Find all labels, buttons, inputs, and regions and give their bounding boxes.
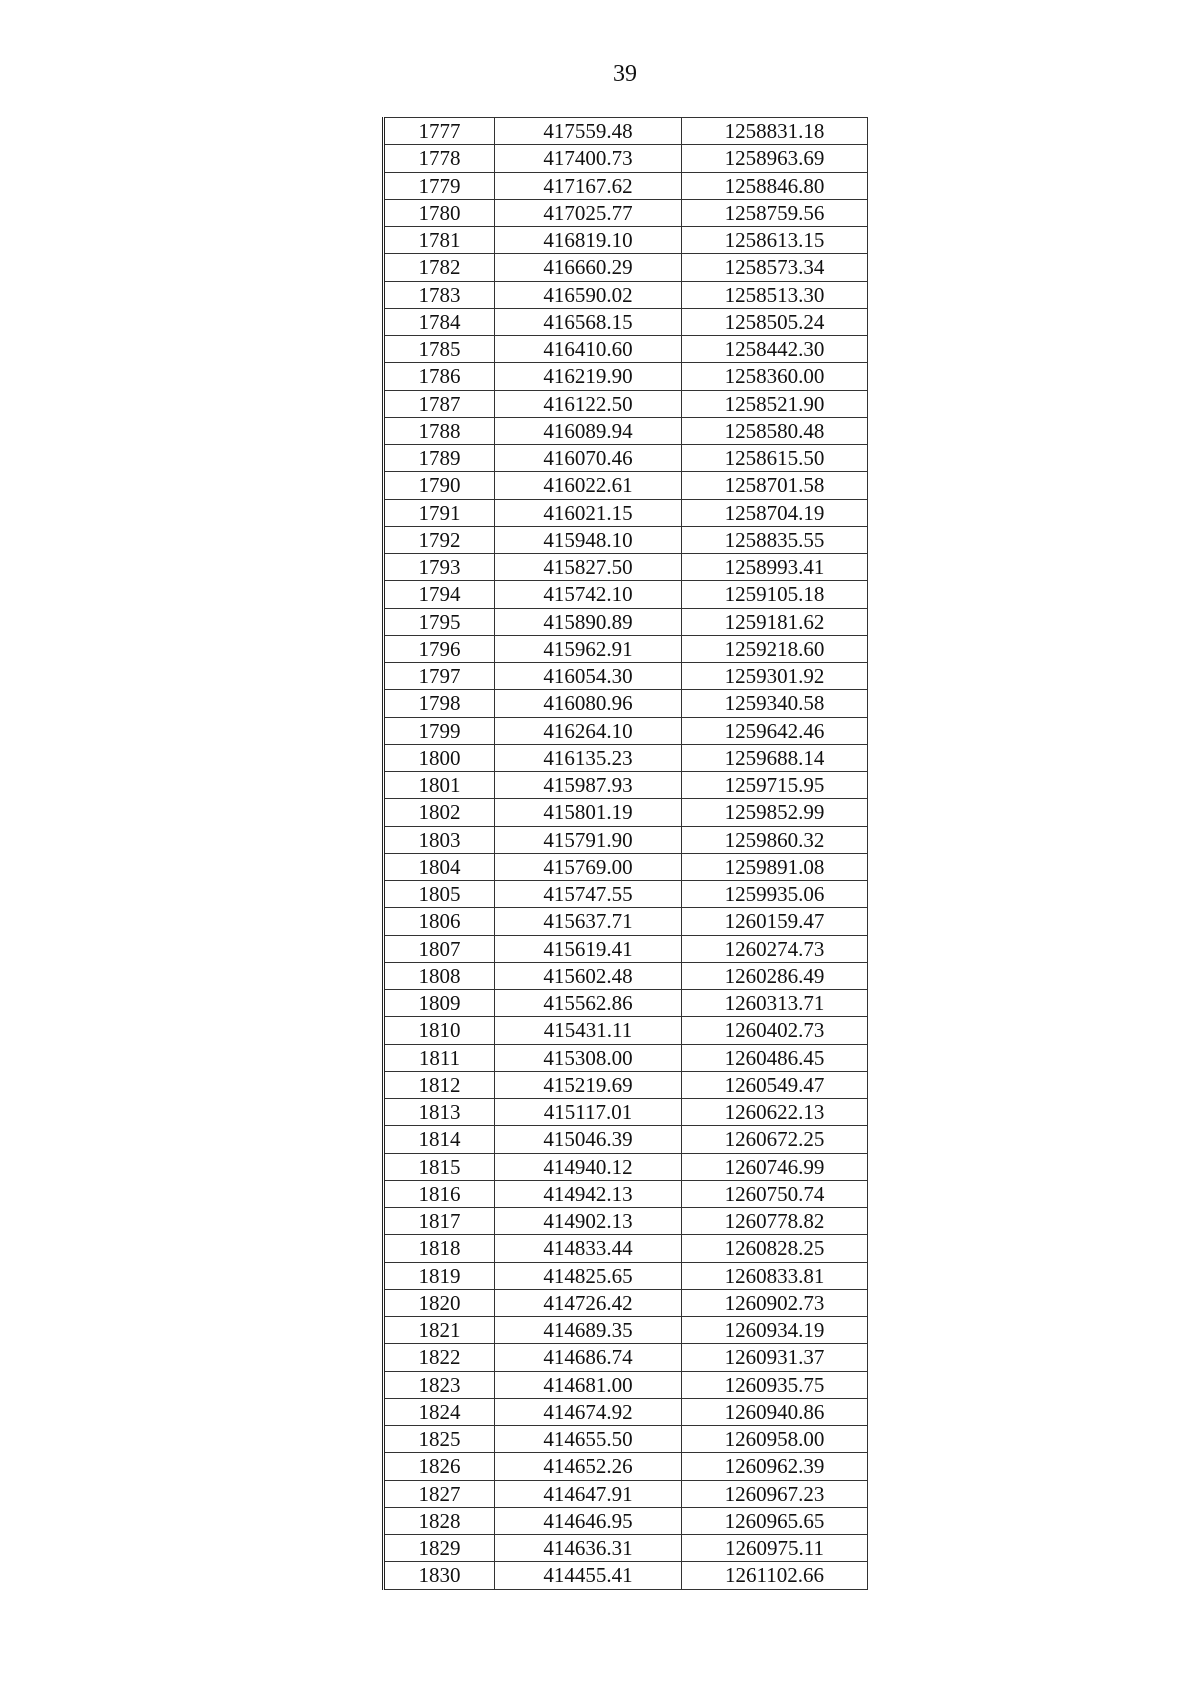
table-row (384, 1235, 868, 1262)
point-number-cell: 1807 (384, 935, 495, 962)
x-coordinate-cell: 417167.62 (495, 172, 682, 199)
x-coordinate-cell: 415117.01 (495, 1099, 682, 1126)
table-row (384, 1044, 868, 1071)
y-coordinate-cell: 1260486.45 (682, 1044, 868, 1071)
point-number-cell: 1824 (384, 1398, 495, 1425)
x-coordinate-cell: 417400.73 (495, 145, 682, 172)
x-coordinate-cell: 415742.10 (495, 581, 682, 608)
y-coordinate-cell: 1259688.14 (682, 744, 868, 771)
y-coordinate-cell: 1258613.15 (682, 227, 868, 254)
x-coordinate-cell: 414636.31 (495, 1535, 682, 1562)
x-coordinate-cell: 416568.15 (495, 308, 682, 335)
point-number-cell: 1797 (384, 663, 495, 690)
y-coordinate-cell: 1258580.48 (682, 417, 868, 444)
table-row (384, 1453, 868, 1480)
point-number-cell: 1796 (384, 635, 495, 662)
x-coordinate-cell: 415827.50 (495, 554, 682, 581)
point-number-cell: 1802 (384, 799, 495, 826)
table-row (384, 281, 868, 308)
table-row (384, 254, 868, 281)
point-number-cell: 1826 (384, 1453, 495, 1480)
table-row (384, 1562, 868, 1589)
point-number-cell: 1830 (384, 1562, 495, 1589)
x-coordinate-cell: 415219.69 (495, 1071, 682, 1098)
table-row (384, 581, 868, 608)
coordinates-table-body (384, 118, 868, 1590)
coordinates-table (382, 117, 868, 1590)
x-coordinate-cell: 414902.13 (495, 1208, 682, 1235)
point-number-cell: 1786 (384, 363, 495, 390)
x-coordinate-cell: 415987.93 (495, 772, 682, 799)
point-number-cell: 1815 (384, 1153, 495, 1180)
table-row (384, 1507, 868, 1534)
table-row (384, 1262, 868, 1289)
x-coordinate-cell: 415962.91 (495, 635, 682, 662)
y-coordinate-cell: 1260902.73 (682, 1289, 868, 1316)
point-number-cell: 1823 (384, 1371, 495, 1398)
y-coordinate-cell: 1260402.73 (682, 1017, 868, 1044)
y-coordinate-cell: 1259715.95 (682, 772, 868, 799)
y-coordinate-cell: 1258704.19 (682, 499, 868, 526)
y-coordinate-cell: 1258846.80 (682, 172, 868, 199)
y-coordinate-cell: 1260958.00 (682, 1426, 868, 1453)
y-coordinate-cell: 1259935.06 (682, 881, 868, 908)
point-number-cell: 1801 (384, 772, 495, 799)
point-number-cell: 1787 (384, 390, 495, 417)
table-row (384, 417, 868, 444)
y-coordinate-cell: 1259105.18 (682, 581, 868, 608)
x-coordinate-cell: 414833.44 (495, 1235, 682, 1262)
y-coordinate-cell: 1259852.99 (682, 799, 868, 826)
point-number-cell: 1792 (384, 526, 495, 553)
table-row (384, 172, 868, 199)
table-row (384, 118, 868, 145)
x-coordinate-cell: 414686.74 (495, 1344, 682, 1371)
table-row (384, 935, 868, 962)
x-coordinate-cell: 416022.61 (495, 472, 682, 499)
point-number-cell: 1778 (384, 145, 495, 172)
table-row (384, 690, 868, 717)
page-number: 39 (613, 61, 637, 87)
point-number-cell: 1800 (384, 744, 495, 771)
point-number-cell: 1793 (384, 554, 495, 581)
point-number-cell: 1779 (384, 172, 495, 199)
point-number-cell: 1777 (384, 118, 495, 145)
point-number-cell: 1814 (384, 1126, 495, 1153)
point-number-cell: 1819 (384, 1262, 495, 1289)
point-number-cell: 1808 (384, 962, 495, 989)
x-coordinate-cell: 416660.29 (495, 254, 682, 281)
table-row (384, 1099, 868, 1126)
table-row (384, 445, 868, 472)
table-row (384, 608, 868, 635)
point-number-cell: 1813 (384, 1099, 495, 1126)
x-coordinate-cell: 416264.10 (495, 717, 682, 744)
y-coordinate-cell: 1260778.82 (682, 1208, 868, 1235)
x-coordinate-cell: 414647.91 (495, 1480, 682, 1507)
x-coordinate-cell: 417559.48 (495, 118, 682, 145)
point-number-cell: 1829 (384, 1535, 495, 1562)
x-coordinate-cell: 416135.23 (495, 744, 682, 771)
point-number-cell: 1788 (384, 417, 495, 444)
y-coordinate-cell: 1259891.08 (682, 853, 868, 880)
table-row (384, 908, 868, 935)
x-coordinate-cell: 415769.00 (495, 853, 682, 880)
table-row (384, 145, 868, 172)
table-row (384, 1344, 868, 1371)
x-coordinate-cell: 415602.48 (495, 962, 682, 989)
point-number-cell: 1799 (384, 717, 495, 744)
point-number-cell: 1806 (384, 908, 495, 935)
y-coordinate-cell: 1259218.60 (682, 635, 868, 662)
table-row (384, 1480, 868, 1507)
x-coordinate-cell: 416070.46 (495, 445, 682, 472)
x-coordinate-cell: 414942.13 (495, 1180, 682, 1207)
y-coordinate-cell: 1259642.46 (682, 717, 868, 744)
x-coordinate-cell: 414681.00 (495, 1371, 682, 1398)
table-row (384, 1208, 868, 1235)
point-number-cell: 1820 (384, 1289, 495, 1316)
table-row (384, 881, 868, 908)
y-coordinate-cell: 1258835.55 (682, 526, 868, 553)
table-row (384, 772, 868, 799)
x-coordinate-cell: 416080.96 (495, 690, 682, 717)
x-coordinate-cell: 415747.55 (495, 881, 682, 908)
x-coordinate-cell: 415431.11 (495, 1017, 682, 1044)
point-number-cell: 1816 (384, 1180, 495, 1207)
table-row (384, 1126, 868, 1153)
point-number-cell: 1795 (384, 608, 495, 635)
y-coordinate-cell: 1258963.69 (682, 145, 868, 172)
table-row (384, 962, 868, 989)
point-number-cell: 1784 (384, 308, 495, 335)
table-row (384, 199, 868, 226)
table-row (384, 1180, 868, 1207)
y-coordinate-cell: 1260274.73 (682, 935, 868, 962)
y-coordinate-cell: 1258360.00 (682, 363, 868, 390)
y-coordinate-cell: 1259181.62 (682, 608, 868, 635)
table-row (384, 853, 868, 880)
y-coordinate-cell: 1260313.71 (682, 990, 868, 1017)
table-row (384, 363, 868, 390)
x-coordinate-cell: 416089.94 (495, 417, 682, 444)
table-row (384, 1289, 868, 1316)
x-coordinate-cell: 414825.65 (495, 1262, 682, 1289)
y-coordinate-cell: 1258993.41 (682, 554, 868, 581)
y-coordinate-cell: 1260965.65 (682, 1507, 868, 1534)
table-row (384, 799, 868, 826)
table-row (384, 227, 868, 254)
table-row (384, 336, 868, 363)
y-coordinate-cell: 1260159.47 (682, 908, 868, 935)
table-row (384, 990, 868, 1017)
point-number-cell: 1780 (384, 199, 495, 226)
table-row (384, 390, 868, 417)
y-coordinate-cell: 1259301.92 (682, 663, 868, 690)
point-number-cell: 1827 (384, 1480, 495, 1507)
table-row (384, 1153, 868, 1180)
point-number-cell: 1798 (384, 690, 495, 717)
y-coordinate-cell: 1260750.74 (682, 1180, 868, 1207)
y-coordinate-cell: 1260935.75 (682, 1371, 868, 1398)
point-number-cell: 1805 (384, 881, 495, 908)
point-number-cell: 1783 (384, 281, 495, 308)
x-coordinate-cell: 415308.00 (495, 1044, 682, 1071)
table-row (384, 1071, 868, 1098)
point-number-cell: 1790 (384, 472, 495, 499)
y-coordinate-cell: 1259340.58 (682, 690, 868, 717)
point-number-cell: 1817 (384, 1208, 495, 1235)
table-row (384, 1535, 868, 1562)
point-number-cell: 1794 (384, 581, 495, 608)
x-coordinate-cell: 414726.42 (495, 1289, 682, 1316)
point-number-cell: 1825 (384, 1426, 495, 1453)
point-number-cell: 1785 (384, 336, 495, 363)
point-number-cell: 1822 (384, 1344, 495, 1371)
table-row (384, 635, 868, 662)
point-number-cell: 1781 (384, 227, 495, 254)
y-coordinate-cell: 1258505.24 (682, 308, 868, 335)
y-coordinate-cell: 1258701.58 (682, 472, 868, 499)
y-coordinate-cell: 1260672.25 (682, 1126, 868, 1153)
table-row (384, 554, 868, 581)
x-coordinate-cell: 415046.39 (495, 1126, 682, 1153)
y-coordinate-cell: 1260967.23 (682, 1480, 868, 1507)
y-coordinate-cell: 1260746.99 (682, 1153, 868, 1180)
y-coordinate-cell: 1259860.32 (682, 826, 868, 853)
table-row (384, 1426, 868, 1453)
y-coordinate-cell: 1260962.39 (682, 1453, 868, 1480)
x-coordinate-cell: 416054.30 (495, 663, 682, 690)
x-coordinate-cell: 414455.41 (495, 1562, 682, 1589)
table-row (384, 472, 868, 499)
y-coordinate-cell: 1260828.25 (682, 1235, 868, 1262)
table-row (384, 308, 868, 335)
point-number-cell: 1818 (384, 1235, 495, 1262)
y-coordinate-cell: 1258573.34 (682, 254, 868, 281)
y-coordinate-cell: 1260833.81 (682, 1262, 868, 1289)
y-coordinate-cell: 1260975.11 (682, 1535, 868, 1562)
point-number-cell: 1791 (384, 499, 495, 526)
y-coordinate-cell: 1261102.66 (682, 1562, 868, 1589)
point-number-cell: 1812 (384, 1071, 495, 1098)
x-coordinate-cell: 415948.10 (495, 526, 682, 553)
x-coordinate-cell: 414646.95 (495, 1507, 682, 1534)
x-coordinate-cell: 415791.90 (495, 826, 682, 853)
y-coordinate-cell: 1258759.56 (682, 199, 868, 226)
point-number-cell: 1803 (384, 826, 495, 853)
table-row (384, 663, 868, 690)
y-coordinate-cell: 1260934.19 (682, 1317, 868, 1344)
y-coordinate-cell: 1258513.30 (682, 281, 868, 308)
table-row (384, 1317, 868, 1344)
x-coordinate-cell: 417025.77 (495, 199, 682, 226)
x-coordinate-cell: 414655.50 (495, 1426, 682, 1453)
y-coordinate-cell: 1260286.49 (682, 962, 868, 989)
x-coordinate-cell: 416590.02 (495, 281, 682, 308)
y-coordinate-cell: 1258831.18 (682, 118, 868, 145)
x-coordinate-cell: 414689.35 (495, 1317, 682, 1344)
x-coordinate-cell: 414674.92 (495, 1398, 682, 1425)
coordinates-table-container (382, 117, 866, 1590)
point-number-cell: 1821 (384, 1317, 495, 1344)
x-coordinate-cell: 416410.60 (495, 336, 682, 363)
point-number-cell: 1804 (384, 853, 495, 880)
x-coordinate-cell: 415801.19 (495, 799, 682, 826)
table-row (384, 717, 868, 744)
x-coordinate-cell: 416219.90 (495, 363, 682, 390)
table-row (384, 526, 868, 553)
point-number-cell: 1810 (384, 1017, 495, 1044)
y-coordinate-cell: 1260940.86 (682, 1398, 868, 1425)
point-number-cell: 1828 (384, 1507, 495, 1534)
x-coordinate-cell: 415562.86 (495, 990, 682, 1017)
y-coordinate-cell: 1260549.47 (682, 1071, 868, 1098)
y-coordinate-cell: 1260622.13 (682, 1099, 868, 1126)
y-coordinate-cell: 1258442.30 (682, 336, 868, 363)
table-row (384, 1398, 868, 1425)
x-coordinate-cell: 416819.10 (495, 227, 682, 254)
table-row (384, 499, 868, 526)
x-coordinate-cell: 416122.50 (495, 390, 682, 417)
x-coordinate-cell: 414940.12 (495, 1153, 682, 1180)
point-number-cell: 1809 (384, 990, 495, 1017)
y-coordinate-cell: 1258521.90 (682, 390, 868, 417)
point-number-cell: 1789 (384, 445, 495, 472)
y-coordinate-cell: 1258615.50 (682, 445, 868, 472)
x-coordinate-cell: 414652.26 (495, 1453, 682, 1480)
table-row (384, 826, 868, 853)
x-coordinate-cell: 416021.15 (495, 499, 682, 526)
table-row (384, 1371, 868, 1398)
y-coordinate-cell: 1260931.37 (682, 1344, 868, 1371)
table-row (384, 1017, 868, 1044)
x-coordinate-cell: 415619.41 (495, 935, 682, 962)
point-number-cell: 1811 (384, 1044, 495, 1071)
x-coordinate-cell: 415890.89 (495, 608, 682, 635)
table-row (384, 744, 868, 771)
point-number-cell: 1782 (384, 254, 495, 281)
x-coordinate-cell: 415637.71 (495, 908, 682, 935)
